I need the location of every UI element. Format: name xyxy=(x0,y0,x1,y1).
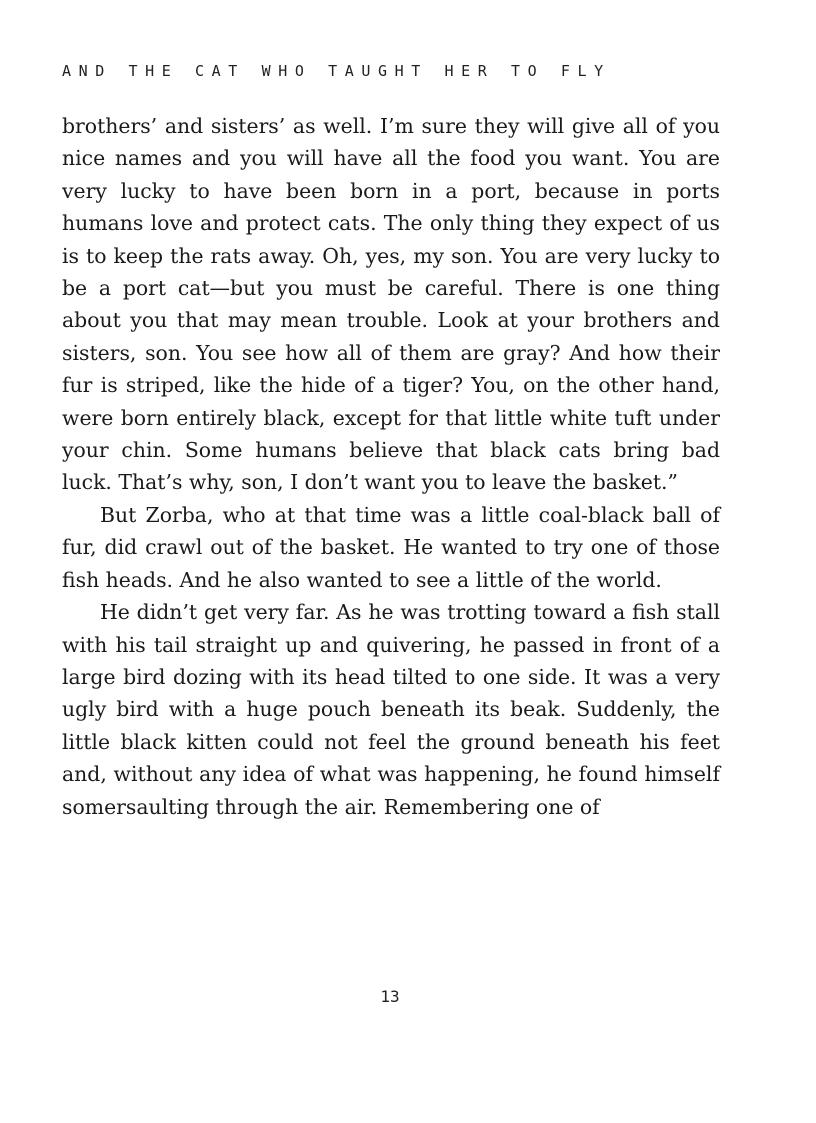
paragraph-zorba-crawls-out: But Zorba, who at that time was a little coal-black ball of fur, did crawl out of the basket. He wanted to try one of those fish heads. And he also wanted to see a little of the world. xyxy=(62,502,720,592)
paragraph-bird-encounter: He didn’t get very far. As he was trotting toward a fish stall with his tail straight up and quivering, he passed in front of a large bird dozing with its head tilted to one side. It was a very ugly bird with a huge pouch beneath its beak. Suddenly, the little black kitten could not feel the ground beneath his feet and, without any idea of what was happening, he found himself somersaulting through the air. Remembering one of xyxy=(62,600,720,819)
paragraph-continuation: brothers’ and sisters’ as well. I’m sure they will give all of you nice names and you will have all the food you want. You are very lucky to have been born in a port, because in ports humans love and protect cats. The only thing they expect of us is to keep the rats away. Oh, yes, my son. You are very lucky to be a port cat—but you must be careful. There is one thing about you that may mean trouble. Look at your brothers and sisters, son. You see how all of them are gray? And how their fur is striped, like the hide of a tiger? You, on the other hand, were born entirely black, except for that little white tuft under your chin. Some humans believe that black cats bring bad luck. That’s why, son, I don’t want you to leave the basket.” xyxy=(62,114,720,495)
running-head: AND THE CAT WHO TAUGHT HER TO FLY xyxy=(62,62,611,80)
page-number: 13 xyxy=(380,987,400,1006)
body-text xyxy=(62,110,720,823)
